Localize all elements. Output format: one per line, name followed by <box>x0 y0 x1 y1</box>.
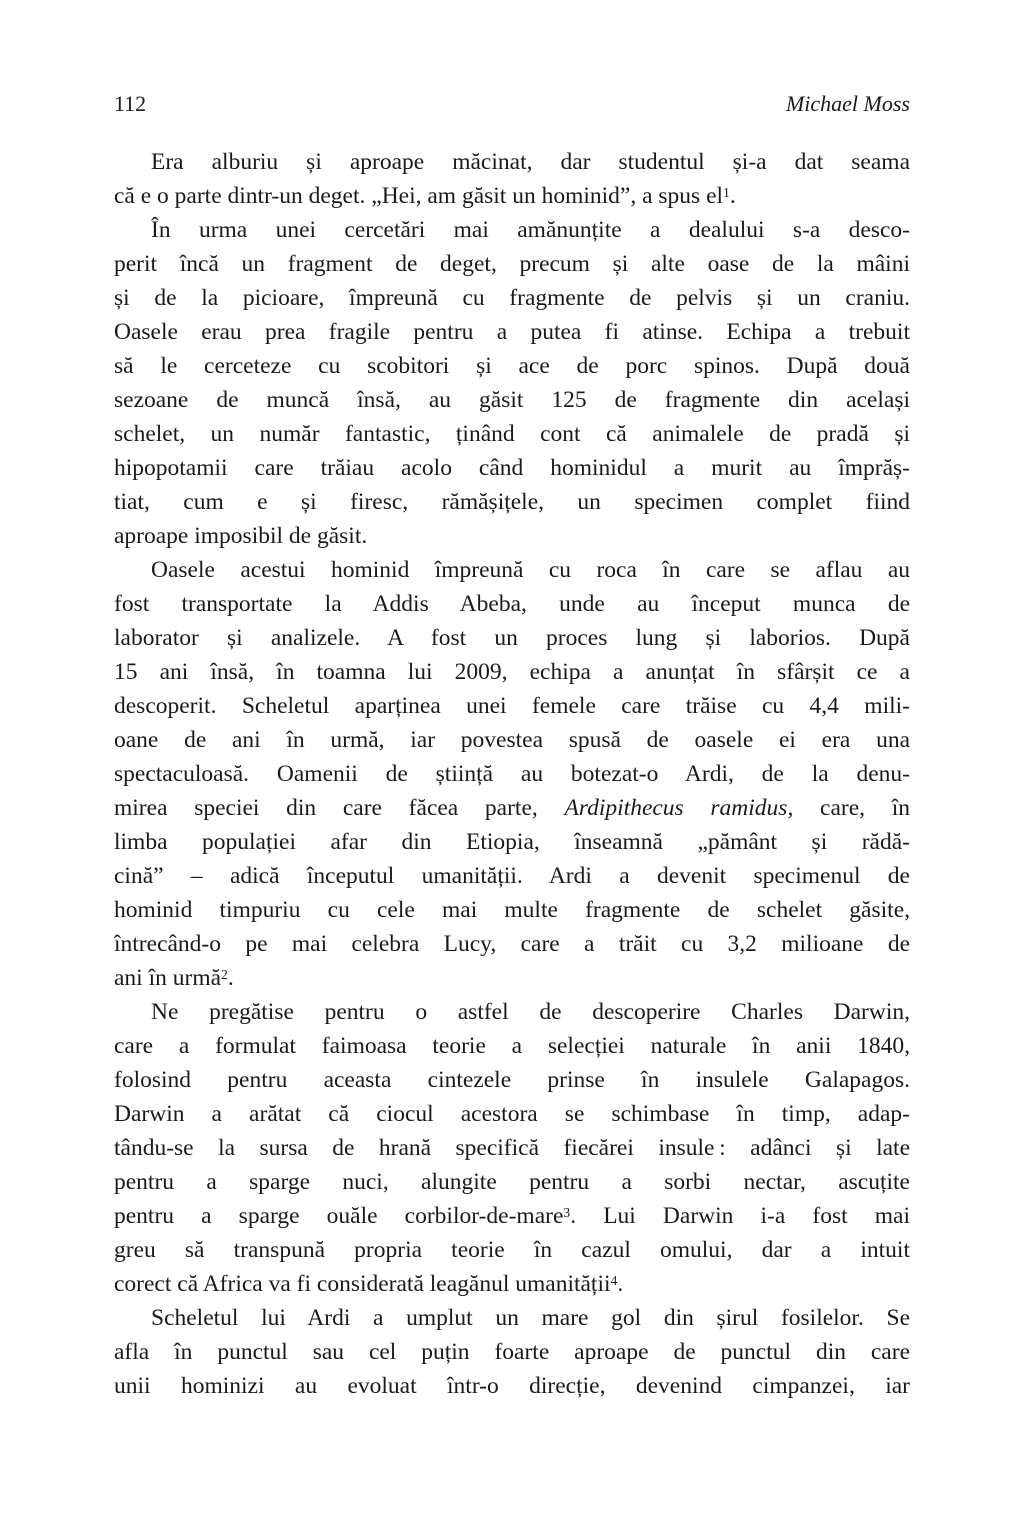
page-number: 112 <box>114 91 147 116</box>
paragraph <box>114 1301 910 1403</box>
text-line: hipopotamii care trăiau acolo când hominidul a murit au împrăș- <box>114 455 910 481</box>
text-line: să le cerceteze cu scobitori și ace de porc spinos. După două <box>114 353 910 379</box>
text-line: corect că Africa va fi considerată leagănul umanității$^4$. <box>114 1271 624 1297</box>
text-line: laborator și analizele. A fost un proces lung și laborios. După <box>114 625 910 651</box>
text-line: și de la picioare, împreună cu fragmente de pelvis și un craniu. <box>114 285 910 311</box>
text-line: spectaculoasă. Oamenii de știință au botezat-o Ardi, de la denu- <box>114 761 910 787</box>
text-line: fost transportate la Addis Abeba, unde au început munca de <box>114 591 910 617</box>
text-line: schelet, un număr fantastic, ținând cont că animalele de pradă și <box>114 421 910 447</box>
paragraph <box>114 553 910 995</box>
paragraph <box>114 995 910 1301</box>
text-line: tiat, cum e și firesc, rămășițele, un specimen complet fiind <box>114 489 910 515</box>
paragraph <box>114 213 910 553</box>
text-line: Darwin a arătat că ciocul acestora se schimbase în timp, adap- <box>114 1101 910 1127</box>
text-line: oane de ani în urmă, iar povestea spusă de oasele ei era una <box>114 727 910 753</box>
text-line: În urma unei cercetări mai amănunțite a dealului s-a desco- <box>151 217 910 243</box>
text-line: mirea speciei din care făcea parte, Ardipithecus ramidus, care, în <box>114 795 910 821</box>
text-line: aproape imposibil de găsit. <box>114 523 368 549</box>
text-line: tându-se la sursa de hrană specifică fiecărei insule : adânci și late <box>114 1135 910 1161</box>
text-line: sezoane de muncă însă, au găsit 125 de fragmente din același <box>114 387 910 413</box>
footnote-ref: 2 <box>221 966 228 982</box>
text-line: limba populației afar din Etiopia, înseamnă „pământ și rădă- <box>114 829 910 855</box>
text-line: cină” – adică începutul umanității. Ardi a devenit specimenul de <box>114 863 910 889</box>
text-line: Ne pregătise pentru o astfel de descoperire Charles Darwin, <box>151 999 910 1025</box>
page-header <box>114 91 910 117</box>
text-line: care a formulat faimoasa teorie a selecției naturale în anii 1840, <box>114 1033 910 1059</box>
text-block <box>114 145 910 1403</box>
footnote-ref: 3 <box>563 1204 571 1220</box>
text-line: întrecând-o pe mai celebra Lucy, care a trăit cu 3,2 milioane de <box>114 931 910 957</box>
text-line: descoperit. Scheletul aparținea unei femele care trăise cu 4,4 mili- <box>114 693 910 719</box>
text-line: Era alburiu și aproape măcinat, dar studentul și-a dat seama <box>151 149 910 175</box>
text-line: pentru a sparge nuci, alungite pentru a sorbi nectar, ascuțite <box>114 1169 910 1195</box>
footnote-ref: 1 <box>723 184 730 200</box>
author-name: Michael Moss <box>785 91 910 116</box>
text-line: Oasele erau prea fragile pentru a putea fi atinse. Echipa a trebuit <box>114 319 910 345</box>
footnote-ref: 4 <box>610 1272 618 1288</box>
text-line: unii hominizi au evoluat într-o direcție, devenind cimpanzei, iar <box>114 1373 910 1399</box>
text-line: afla în punctul sau cel puțin foarte aproape de punctul din care <box>114 1339 910 1365</box>
text-line: Oasele acestui hominid împreună cu roca în care se aflau au <box>151 557 910 583</box>
text-line: perit încă un fragment de deget, precum și alte oase de la mâini <box>114 251 910 277</box>
paragraph <box>114 145 910 213</box>
text-line: Scheletul lui Ardi a umplut un mare gol din șirul fosilelor. Se <box>151 1305 910 1331</box>
text-line: greu să transpună propria teorie în cazul omului, dar a intuit <box>114 1237 910 1263</box>
text-line: hominid timpuriu cu cele mai multe fragmente de schelet găsite, <box>114 897 910 923</box>
text-line: folosind pentru aceasta cintezele prinse în insulele Galapagos. <box>114 1067 910 1093</box>
text-line: 15 ani însă, în toamna lui 2009, echipa a anunțat în sfârșit ce a <box>114 659 910 685</box>
text-line: ani în urmă$^2$. <box>114 965 234 991</box>
text-line: că e o parte dintr-un deget. „Hei, am găsit un hominid”, a spus $el^1$. <box>114 183 736 209</box>
italic-text: Ardipithecus ramidus, <box>564 795 794 821</box>
text-line: pentru a sparge ouăle corbilor-de-mare$^3$. Lui Darwin i-a fost mai <box>114 1203 910 1229</box>
